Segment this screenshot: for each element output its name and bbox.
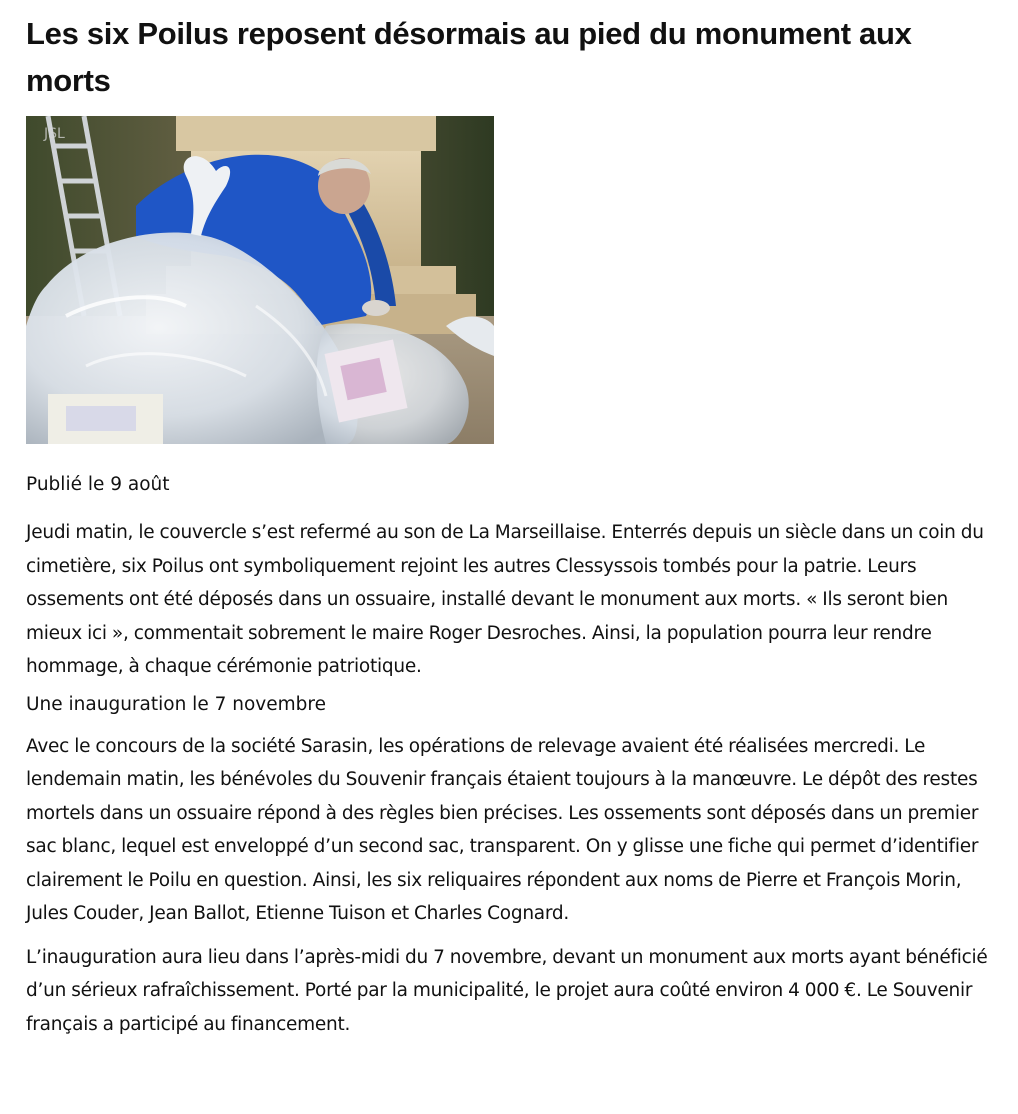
photo-watermark: JSL: [44, 126, 65, 142]
published-date: Publié le 9 août: [26, 474, 170, 495]
article-paragraph-1: Jeudi matin, le couvercle s’est refermé au son de La Marseillaise. Enterrés depuis un siècle dans un coin du cimetière, six Poilus ont symboliquement rejoint les autres Clessyssois tombés pour la patrie. Leurs ossements ont été déposés dans un ossuaire, installé devant le monument aux morts. « Ils seront bien mieux ici », commentait sobrement le maire Roger Desroches. Ainsi, la population pourra leur rendre hommage, à chaque cérémonie patriotique.: [26, 522, 984, 677]
article-paragraph-2: Avec le concours de la société Sarasin, les opérations de relevage avaient été réalisées mercredi. Le lendemain matin, les bénévoles du Souvenir français étaient toujours à la manœuvre. Le dépôt des restes mortels dans un ossuaire répond à des règles bien précises. Les ossements sont déposés dans un premier sac blanc, lequel est enveloppé d’un second sac, transparent. On y glisse une fiche qui permet d’identifier clairement le Poilu en question. Ainsi, les six reliquaires répondent aux noms de Pierre et François Morin, Jules Couder, Jean Ballot, Etienne Tuison et Charles Cognard.: [26, 735, 979, 924]
photo-illustration: [26, 116, 494, 444]
article: [26, 10, 1006, 1041]
article-paragraph-3: L’inauguration aura lieu dans l’après-midi du 7 novembre, devant un monument aux morts ayant bénéficié d’un sérieux rafraîchissement. Porté par la municipalité, le projet aura coûté environ 4 000 €. Le Souvenir français a participé au financement.: [26, 946, 988, 1035]
article-title: Les six Poilus reposent désormais au pied du monument aux morts: [26, 16, 912, 98]
article-photo: [26, 116, 494, 444]
article-subheading: Une inauguration le 7 novembre: [26, 693, 326, 715]
